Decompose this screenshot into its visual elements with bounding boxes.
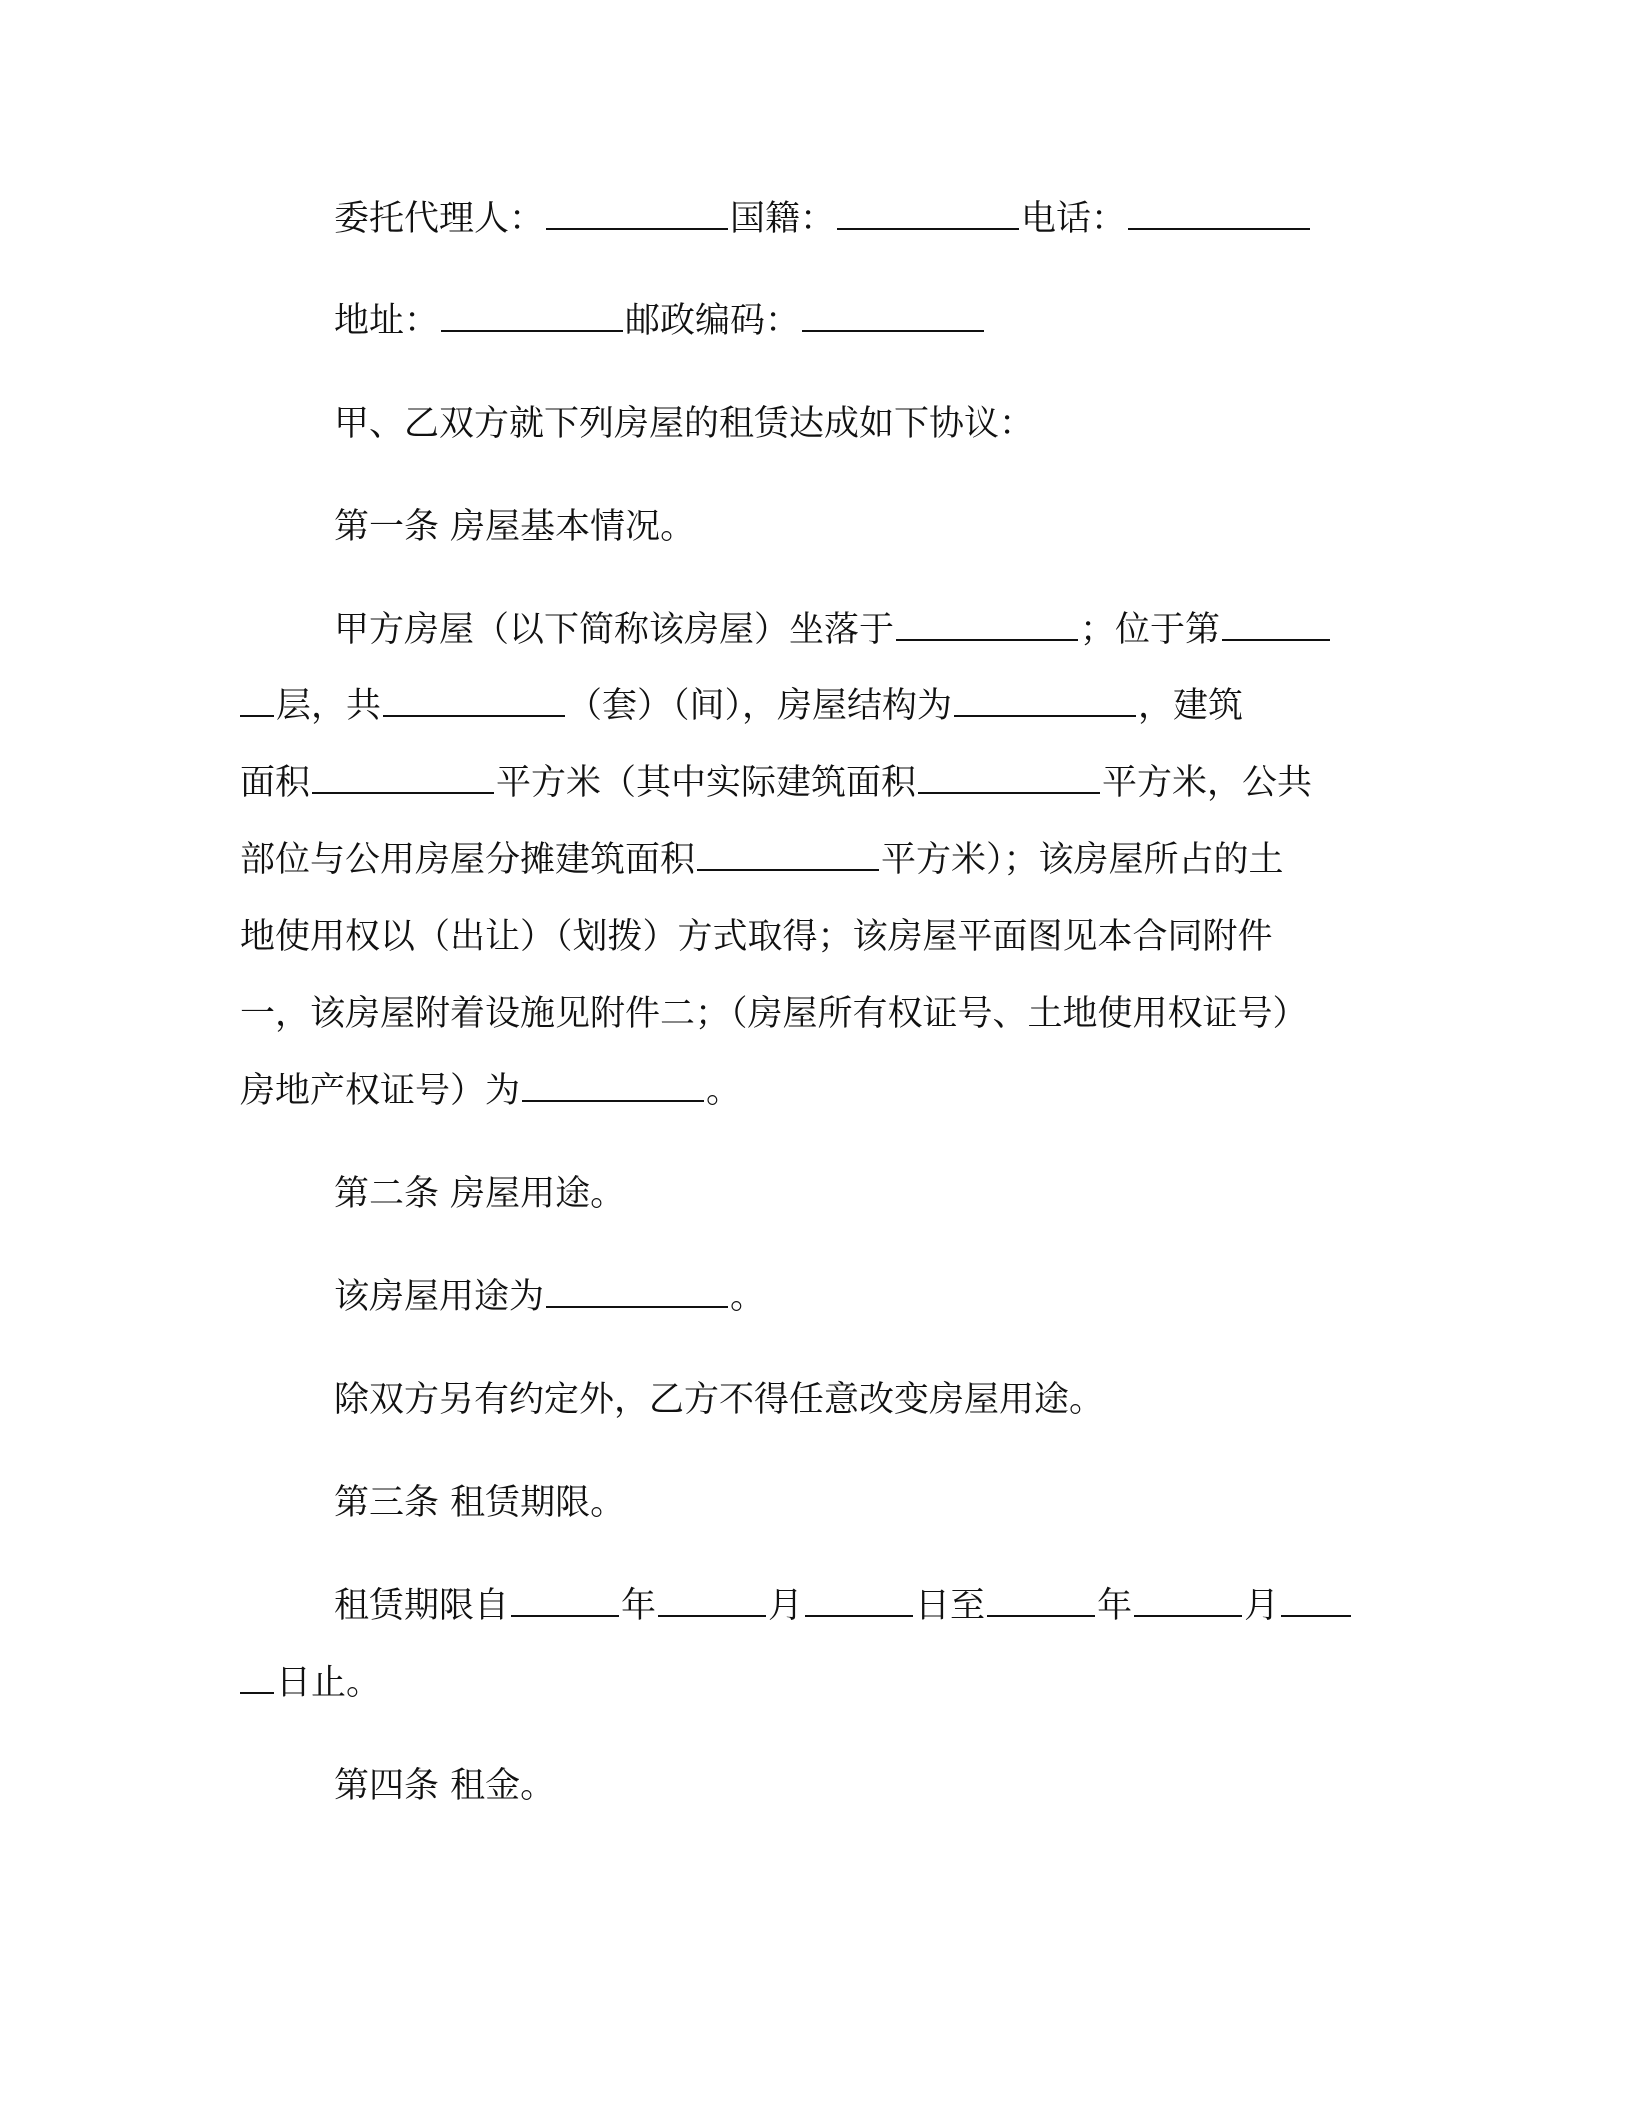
postcode-blank[interactable]	[802, 300, 984, 332]
usage-blank[interactable]	[546, 1276, 728, 1308]
agent-blank[interactable]	[546, 198, 728, 230]
area-blank[interactable]	[312, 762, 494, 794]
lease-term-line-2	[240, 1660, 381, 1706]
start-year-blank[interactable]	[511, 1585, 619, 1617]
para-text: 租赁期限自	[334, 1586, 510, 1626]
article-one-para-line-4	[240, 837, 1284, 883]
para-text: ，建筑	[1138, 686, 1244, 726]
para-text: 年	[1097, 1586, 1133, 1626]
para-text: 平方米）；该房屋所占的土	[881, 840, 1284, 880]
para-text: 平方米（其中实际建筑面积	[496, 763, 917, 803]
floor-blank-part1[interactable]	[1222, 609, 1330, 641]
certificate-blank[interactable]	[522, 1070, 704, 1102]
article-four-title: 第四条 租金。	[334, 1766, 556, 1806]
actual-area-blank[interactable]	[918, 762, 1100, 794]
para-text: 日至	[915, 1586, 986, 1626]
start-day-blank[interactable]	[805, 1585, 913, 1617]
article-one-para-line-5	[240, 914, 1273, 960]
end-day-blank-part1[interactable]	[1281, 1585, 1351, 1617]
para-text: 一，该房屋附着设施见附件二；（房屋所有权证号、土地使用权证号）	[240, 994, 1308, 1034]
postcode-label: 邮政编码：	[625, 301, 801, 341]
agreement-intro	[334, 401, 1034, 447]
para-text: 房地产权证号）为	[240, 1071, 521, 1111]
article-three-title: 第三条 租赁期限。	[334, 1483, 626, 1523]
nationality-label: 国籍：	[730, 199, 836, 239]
agent-label: 委托代理人：	[334, 199, 545, 239]
para-text: 该房屋用途为	[334, 1277, 545, 1317]
para-text: 。	[730, 1277, 766, 1317]
article-one-title: 第一条 房屋基本情况。	[334, 507, 696, 547]
nationality-blank[interactable]	[837, 198, 1019, 230]
para-text: 层，共	[276, 686, 382, 726]
article-one-para-line-3	[240, 760, 1312, 806]
article-one-para-line-1	[334, 607, 1332, 653]
para-text: 日止。	[276, 1663, 382, 1703]
para-text: 月	[1244, 1586, 1280, 1626]
address-line	[334, 298, 986, 344]
para-text: 月	[768, 1586, 804, 1626]
phone-label: 电话：	[1021, 199, 1127, 239]
para-text: 地使用权以（出让）（划拨）方式取得；该房屋平面图见本合同附件	[240, 917, 1273, 957]
article-one-para-line-7	[240, 1068, 741, 1114]
phone-blank[interactable]	[1128, 198, 1310, 230]
usage-line	[334, 1274, 765, 1320]
usage-restriction-line	[334, 1377, 1104, 1423]
end-month-blank[interactable]	[1134, 1585, 1242, 1617]
address-blank[interactable]	[441, 300, 623, 332]
para-text: 部位与公用房屋分摊建筑面积	[240, 840, 696, 880]
structure-blank[interactable]	[954, 685, 1136, 717]
lease-term-line-1	[334, 1583, 1353, 1629]
para-text: （套）（间），房屋结构为	[567, 686, 953, 726]
article-one-para-line-2	[240, 683, 1243, 729]
para-text: ；位于第	[1080, 610, 1221, 650]
article-one-para-line-6	[240, 991, 1308, 1037]
article-one-heading	[334, 504, 695, 550]
agent-info-line	[334, 196, 1312, 242]
address-label: 地址：	[334, 301, 440, 341]
location-blank[interactable]	[896, 609, 1078, 641]
units-blank[interactable]	[383, 685, 565, 717]
para-text: 甲方房屋（以下简称该房屋）坐落于	[334, 610, 895, 650]
article-four-heading	[334, 1763, 555, 1809]
para-text: 年	[621, 1586, 657, 1626]
para-text: 平方米，公共	[1102, 763, 1313, 803]
end-day-blank-part2[interactable]	[240, 1662, 274, 1694]
article-two-title: 第二条 房屋用途。	[334, 1174, 626, 1214]
para-text: 面积	[240, 763, 311, 803]
floor-blank-part2[interactable]	[240, 685, 274, 717]
start-month-blank[interactable]	[658, 1585, 766, 1617]
article-three-heading	[334, 1480, 625, 1526]
para-text: 。	[706, 1071, 742, 1111]
para-text: 除双方另有约定外，乙方不得任意改变房屋用途。	[334, 1380, 1105, 1420]
article-two-heading	[334, 1171, 625, 1217]
end-year-blank[interactable]	[987, 1585, 1095, 1617]
intro-text: 甲、乙双方就下列房屋的租赁达成如下协议：	[334, 404, 1035, 444]
shared-area-blank[interactable]	[697, 839, 879, 871]
